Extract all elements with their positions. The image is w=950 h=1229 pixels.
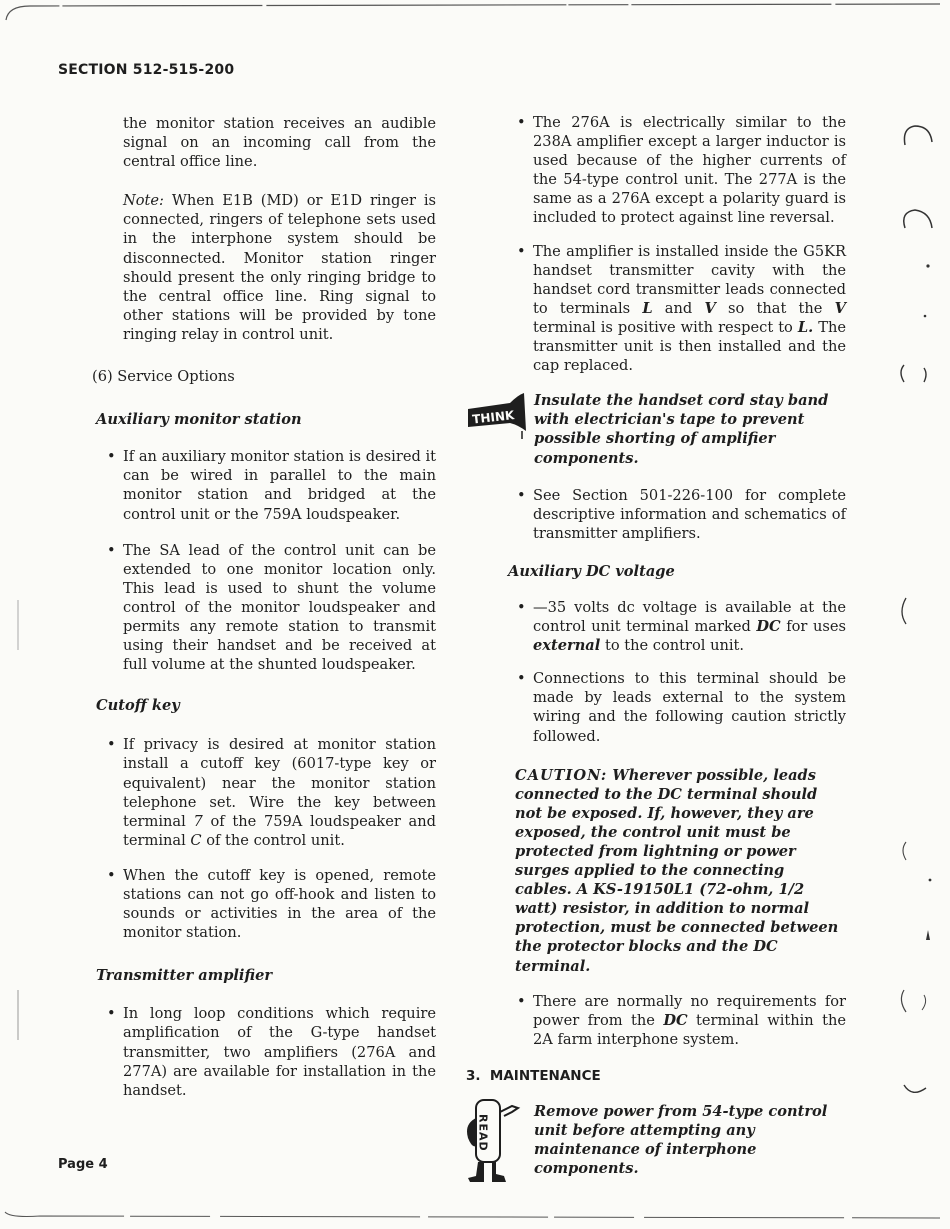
- right-column: [466, 113, 846, 1192]
- terminal-v-2: V: [834, 299, 846, 317]
- dc-b1-text-c: to the control unit.: [600, 637, 745, 655]
- maintenance-heading: 3. MAINTENANCE: [466, 1067, 601, 1084]
- service-options-heading: (6) Service Options: [92, 368, 235, 386]
- terminal-c: C: [190, 831, 202, 849]
- install-text-b: so that the: [715, 299, 835, 317]
- right-bullet-276a: • The 276A is electrically similar to the 238A amplifier except a larger inductor is used because of the higher currents of the 54-type control unit. The 277A is the same as a 276A except a polarity guard is included to protect against line reversal.: [466, 113, 846, 228]
- page-footer: Page 4: [58, 1157, 108, 1172]
- cutoff-b1-text-c: of the control unit.: [201, 831, 345, 849]
- cutoff-key-heading: Cutoff key: [96, 697, 180, 715]
- aux-dc-heading: Auxiliary DC voltage: [508, 562, 675, 580]
- caution-label: CAUTION:: [515, 766, 608, 784]
- external-word: external: [533, 637, 601, 655]
- cutoff-bullet-2: • When the cutoff key is opened, remote stations can not go off-hook and listen to sounds or activities in the area of the monitor station.: [96, 866, 436, 942]
- dc-terminal-2: DC: [663, 1011, 688, 1029]
- think-icon: [466, 391, 530, 441]
- think-icon-label: THINK: [471, 408, 515, 427]
- dc-bullet-1: [466, 598, 846, 655]
- read-icon-label: READ: [476, 1114, 490, 1152]
- install-text-d: The transmitter unit is then installed and the cap replaced.: [533, 318, 846, 375]
- aux-monitor-bullet-2: • The SA lead of the control unit can be extended to one monitor location only. This lead is used to shunt the volume control of the monitor loudspeaker and permits any remote station to transmit using their handset and be received at full volume at the shunted loudspeaker.: [96, 541, 436, 675]
- read-callout: [466, 1102, 846, 1192]
- read-figure-icon: [458, 1098, 524, 1184]
- aux-monitor-bullet-1: • If an auxiliary monitor station is desired it can be wired in parallel to the main monitor station and bridged at the control unit or the 759A loudspeaker.: [96, 447, 436, 523]
- think-text: Insulate the handset cord stay band with electrician's tape to prevent possible shorting of amplifier components.: [534, 392, 829, 467]
- section-header: SECTION 512-515-200: [58, 62, 235, 78]
- dc-b1-text-a: —35 volts dc voltage is available at the control unit terminal marked: [533, 598, 846, 636]
- note-text: When E1B (MD) or E1D ringer is connected, ringers of telephone sets used in the interphone system should be disconnected. Monitor station ringer should present the only ringing bridge to the central office line. Ring signal to other stations will be provided by tone ringing relay in control unit.: [123, 192, 436, 343]
- note-label: Note:: [123, 192, 164, 210]
- transmitter-amplifier-heading: Transmitter amplifier: [96, 967, 273, 985]
- dc-bullet-3: [466, 992, 846, 1049]
- aux-monitor-heading: Auxiliary monitor station: [96, 411, 302, 429]
- note-paragraph: [123, 191, 436, 344]
- cutoff-b1-text-b: of the 759A loudspeaker and terminal: [123, 812, 436, 849]
- install-text-c: terminal is positive with respect to: [533, 318, 798, 336]
- dc-bullet-2: • Connections to this terminal should be made by leads external to the system wiring and the following caution strictly followed.: [466, 669, 846, 745]
- caution-paragraph: [515, 766, 842, 976]
- right-bullet-see-section: • See Section 501-226-100 for complete descriptive information and schematics of transmitter amplifiers.: [466, 486, 846, 543]
- terminal-v: V: [704, 299, 716, 317]
- terminal-l-2: L.: [797, 318, 814, 336]
- dc-b3-text-a: There are normally no requirements for power from the: [533, 992, 846, 1029]
- right-bullet-install: [466, 242, 846, 376]
- transmitter-bullet-1: • In long loop conditions which require amplification of the G-type handset transmitter, two amplifiers (276A and 277A) are available for installation in the handset.: [96, 1004, 436, 1099]
- think-callout: [466, 391, 846, 467]
- cutoff-bullet-1: [96, 735, 436, 850]
- install-text-and: and: [652, 299, 705, 317]
- caution-text: Wherever possible, leads connected to the DC terminal should not be exposed. If, however, they are exposed, the control unit must be protected from lightning or power surges applied to the connecting cables. A KS-19150L1 (72-ohm, 1/2 watt) resistor, in addition to normal protection, must be connected between the protector blocks and the DC terminal.: [515, 766, 839, 975]
- intro-paragraph: the monitor station receives an audible signal on an incoming call from the central office line.: [123, 115, 436, 171]
- cutoff-b1-text-a: If privacy is desired at monitor station install a cutoff key (6017-type key or equivalent) near the monitor station telephone set. Wire the key between terminal: [123, 736, 436, 830]
- terminal-l: L: [642, 299, 653, 317]
- left-column: [92, 114, 436, 1114]
- dc-b1-text-b: for uses: [780, 618, 846, 636]
- read-text: Remove power from 54-type control unit before attempting any maintenance of interphone components.: [534, 1103, 828, 1178]
- dc-b3-text-b: terminal within the 2A farm interphone system.: [533, 1011, 846, 1048]
- install-text-a: The amplifier is installed inside the G5KR handset transmitter cavity with the handset cord transmitter leads connected to terminals: [533, 242, 846, 317]
- dc-terminal-1: DC: [756, 618, 781, 636]
- terminal-7: 7: [193, 812, 203, 830]
